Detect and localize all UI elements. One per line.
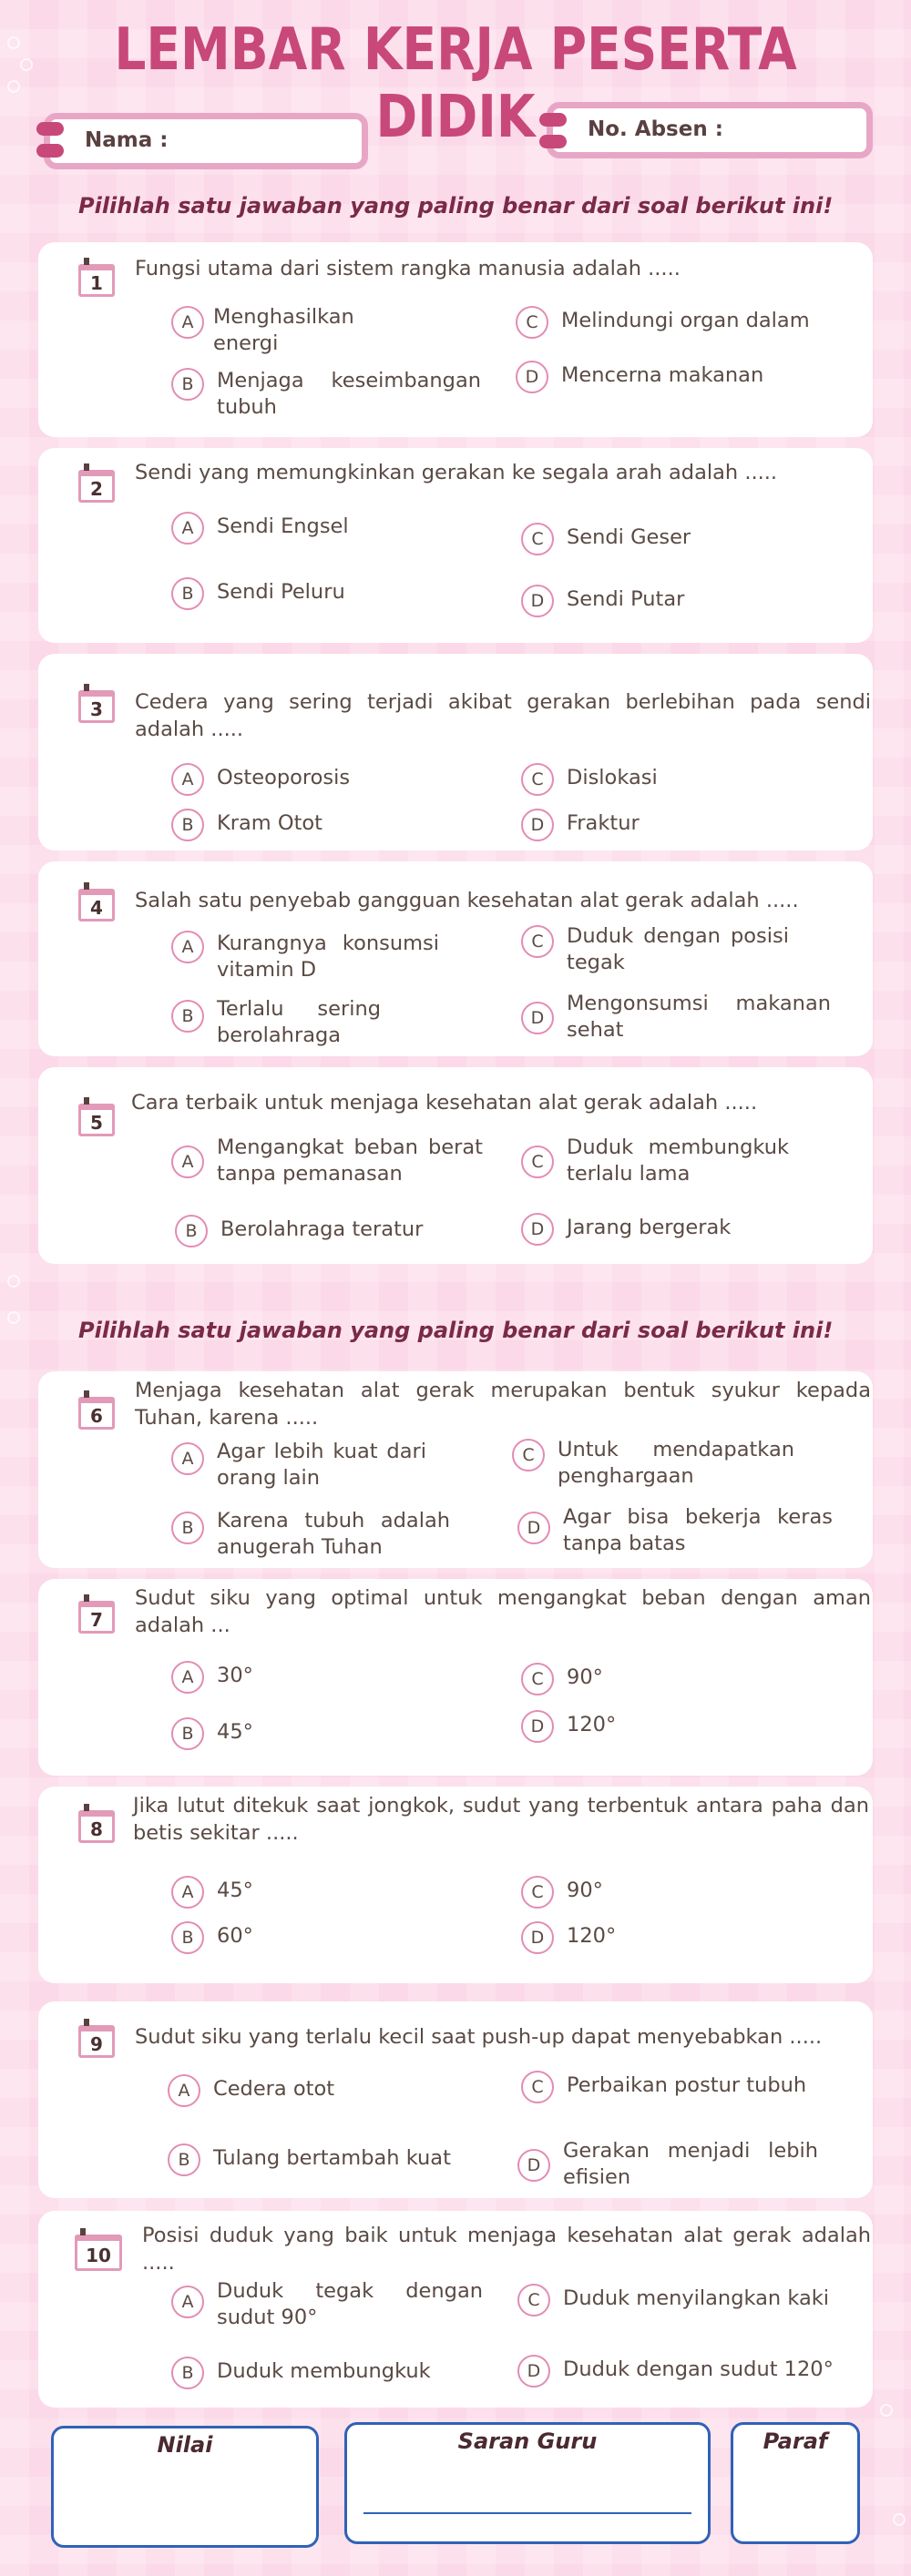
option-letter: D bbox=[521, 585, 554, 617]
instruction-text: Pilihlah satu jawaban yang paling benar dari soal berikut ini! bbox=[78, 1318, 834, 1343]
decorative-circle bbox=[893, 2513, 906, 2526]
option-text: Mengangkat beban berat tanpa pemanasan bbox=[217, 1135, 483, 1186]
option-text: Agar bisa bekerja keras tanpa batas bbox=[563, 1505, 833, 1555]
option-text: Jarang bergerak bbox=[567, 1216, 732, 1239]
option-text: Duduk dengan sudut 120° bbox=[563, 2357, 834, 2381]
option-text: Cedera otot bbox=[213, 2077, 335, 2101]
option-text: Terlalu sering berolahraga bbox=[217, 997, 381, 1047]
option-text: Sendi Engsel bbox=[217, 514, 349, 538]
option-text: Osteoporosis bbox=[217, 766, 351, 789]
absen-label: No. Absen : bbox=[588, 117, 723, 141]
option-text: Melindungi organ dalam bbox=[561, 309, 810, 332]
question-number: 2 bbox=[78, 470, 115, 503]
option-letter: B bbox=[171, 809, 204, 841]
option-letter: C bbox=[521, 1663, 554, 1695]
question-text: Menjaga kesehatan alat gerak merupakan bentuk syukur kepada Tuhan, karena ..... bbox=[135, 1379, 871, 1430]
option-letter: D bbox=[517, 1512, 550, 1544]
option-letter: D bbox=[516, 361, 548, 393]
question-card bbox=[38, 1067, 873, 1264]
question-number: 6 bbox=[78, 1397, 115, 1430]
absen-field[interactable] bbox=[547, 102, 873, 158]
question-text: Posisi duduk yang baik untuk menjaga kesehatan alat gerak adalah ..... bbox=[142, 2224, 871, 2275]
option-letter: C bbox=[521, 925, 554, 958]
question-card bbox=[38, 2211, 873, 2408]
option-letter: A bbox=[171, 931, 204, 963]
name-field[interactable] bbox=[44, 113, 368, 169]
question-card bbox=[38, 861, 873, 1056]
option-letter: B bbox=[171, 1512, 204, 1544]
nilai-label: Nilai bbox=[157, 2432, 213, 2458]
question-card bbox=[38, 2001, 873, 2198]
option-letter: B bbox=[175, 1215, 208, 1247]
question-text: Salah satu penyebab gangguan kesehatan alat gerak adalah ..... bbox=[135, 889, 799, 912]
decorative-circle bbox=[20, 58, 33, 71]
option-text: 30° bbox=[217, 1664, 253, 1687]
saran-guru-line bbox=[363, 2512, 691, 2514]
option-letter: D bbox=[521, 809, 554, 841]
option-letter: A bbox=[171, 512, 204, 545]
question-number: 3 bbox=[78, 690, 115, 723]
option-text: Mengonsumsi makanan sehat bbox=[567, 992, 831, 1042]
option-text: Karena tubuh adalah anugerah Tuhan bbox=[217, 1509, 450, 1559]
question-number: 1 bbox=[78, 264, 115, 297]
option-text: Berolahraga teratur bbox=[220, 1217, 424, 1241]
option-text: 120° bbox=[567, 1713, 617, 1736]
option-letter: A bbox=[171, 306, 204, 339]
option-text: Duduk tegak dengan sudut 90° bbox=[217, 2279, 483, 2329]
question-number: 7 bbox=[78, 1601, 115, 1634]
option-text: Duduk menyilangkan kaki bbox=[563, 2286, 830, 2310]
question-number: 4 bbox=[78, 889, 115, 921]
option-letter: D bbox=[521, 1002, 554, 1034]
nilai-box[interactable] bbox=[51, 2426, 319, 2548]
option-text: Kram Otot bbox=[217, 811, 322, 835]
option-letter: B bbox=[171, 577, 204, 610]
option-letter: C bbox=[517, 2284, 550, 2316]
option-text: 60° bbox=[217, 1924, 253, 1948]
option-text: Kurangnya konsumsi vitamin D bbox=[217, 932, 439, 982]
option-letter: C bbox=[521, 2071, 554, 2103]
option-letter: A bbox=[171, 1661, 204, 1694]
option-text: 45° bbox=[217, 1879, 253, 1902]
option-letter: B bbox=[171, 368, 204, 401]
question-text: Cedera yang sering terjadi akibat gerakan berlebihan pada sendi adalah ..... bbox=[135, 690, 871, 741]
option-letter: D bbox=[521, 1921, 554, 1954]
name-field-tab-top bbox=[36, 122, 64, 136]
decorative-circle bbox=[7, 36, 20, 49]
option-letter: A bbox=[171, 1442, 204, 1475]
question-card bbox=[38, 1787, 873, 1983]
option-letter: C bbox=[521, 1876, 554, 1909]
question-card bbox=[38, 1371, 873, 1568]
decorative-circle bbox=[7, 1311, 20, 1324]
option-text: Mencerna makanan bbox=[561, 363, 764, 387]
option-text: Sendi Peluru bbox=[217, 580, 345, 604]
option-letter: D bbox=[521, 1213, 554, 1246]
option-letter: B bbox=[171, 1000, 204, 1033]
question-text: Sudut siku yang optimal untuk mengangkat beban dengan aman adalah ... bbox=[135, 1586, 871, 1637]
absen-field-tab-top bbox=[539, 113, 567, 127]
option-text: Duduk membungkuk bbox=[217, 2359, 431, 2383]
option-letter: D bbox=[517, 2149, 550, 2182]
question-card bbox=[38, 242, 873, 437]
question-card bbox=[38, 654, 873, 850]
option-letter: B bbox=[171, 2357, 204, 2389]
option-text: Agar lebih kuat dari orang lain bbox=[217, 1440, 426, 1490]
option-letter: C bbox=[521, 763, 554, 796]
option-letter: A bbox=[171, 1145, 204, 1178]
option-text: Sendi Geser bbox=[567, 525, 691, 549]
option-letter: B bbox=[168, 2143, 200, 2176]
option-text: Sendi Putar bbox=[567, 587, 685, 611]
option-text: 90° bbox=[567, 1879, 603, 1902]
option-text: Untuk mendapatkan penghargaan bbox=[558, 1438, 794, 1488]
decorative-circle bbox=[880, 2404, 893, 2417]
decorative-circle bbox=[7, 1275, 20, 1288]
option-text: Tulang bertambah kuat bbox=[213, 2146, 451, 2170]
question-text: Sudut siku yang terlalu kecil saat push-up dapat menyebabkan ..... bbox=[135, 2025, 823, 2049]
option-letter: D bbox=[521, 1710, 554, 1743]
option-letter: C bbox=[516, 306, 548, 339]
option-text: Fraktur bbox=[567, 811, 640, 835]
option-letter: C bbox=[512, 1439, 545, 1471]
question-number: 8 bbox=[78, 1810, 115, 1843]
option-text: Perbaikan postur tubuh bbox=[567, 2073, 807, 2097]
question-number: 10 bbox=[75, 2235, 122, 2271]
absen-field-tab-bottom bbox=[539, 135, 567, 148]
option-text: Duduk membungkuk terlalu lama bbox=[567, 1135, 789, 1186]
option-letter: A bbox=[168, 2074, 200, 2107]
option-letter: A bbox=[171, 2286, 204, 2318]
question-text: Sendi yang memungkinkan gerakan ke segala arah adalah ..... bbox=[135, 461, 778, 484]
question-text: Cara terbaik untuk menjaga kesehatan alat gerak adalah ..... bbox=[131, 1091, 758, 1115]
paraf-label: Paraf bbox=[763, 2428, 828, 2454]
option-letter: B bbox=[171, 1921, 204, 1954]
question-number: 9 bbox=[78, 2025, 115, 2058]
name-label: Nama : bbox=[85, 128, 169, 152]
question-number: 5 bbox=[78, 1104, 115, 1136]
question-card bbox=[38, 448, 873, 643]
saran-guru-label: Saran Guru bbox=[457, 2428, 598, 2454]
option-letter: D bbox=[517, 2355, 550, 2388]
decorative-circle bbox=[7, 80, 20, 93]
page-title: LEMBAR KERJA PESERTA DIDIK bbox=[114, 16, 797, 151]
instruction-text: Pilihlah satu jawaban yang paling benar dari soal berikut ini! bbox=[78, 193, 834, 219]
question-text: Fungsi utama dari sistem rangka manusia adalah ..... bbox=[135, 257, 681, 280]
option-text: Dislokasi bbox=[567, 766, 658, 789]
name-field-tab-bottom bbox=[36, 144, 64, 158]
option-letter: A bbox=[171, 763, 204, 796]
question-card bbox=[38, 1579, 873, 1776]
option-letter: B bbox=[171, 1717, 204, 1750]
question-text: Jika lutut ditekuk saat jongkok, sudut yang terbentuk antara paha dan betis sekitar ..... bbox=[133, 1794, 869, 1845]
saran-guru-box[interactable] bbox=[344, 2422, 711, 2544]
paraf-box[interactable] bbox=[731, 2422, 860, 2544]
option-letter: C bbox=[521, 523, 554, 555]
option-text: 120° bbox=[567, 1924, 617, 1948]
option-text: Menjaga keseimbangan tubuh bbox=[217, 369, 481, 419]
option-text: Duduk dengan posisi tegak bbox=[567, 924, 789, 974]
option-text: Gerakan menjadi lebih efisien bbox=[563, 2139, 818, 2189]
option-letter: A bbox=[171, 1876, 204, 1909]
option-text: 45° bbox=[217, 1720, 253, 1744]
option-letter: C bbox=[521, 1145, 554, 1178]
option-text: Menghasilkan energi bbox=[213, 305, 354, 355]
option-text: 90° bbox=[567, 1665, 603, 1689]
